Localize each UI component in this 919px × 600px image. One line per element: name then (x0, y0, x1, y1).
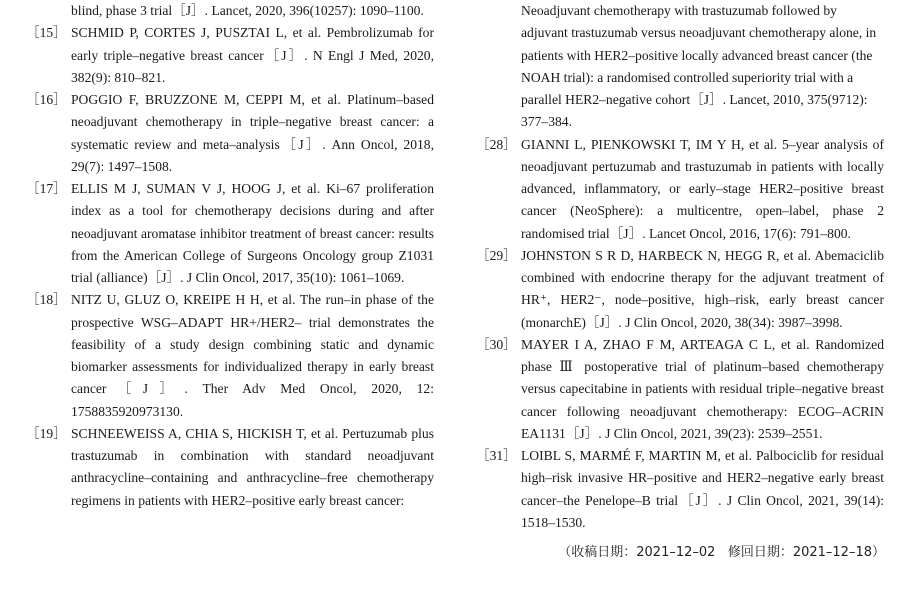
reference-number: ［18］ (26, 292, 67, 308)
reference-15 (26, 22, 434, 89)
reference-number: ［31］ (476, 448, 517, 463)
reference-text: SCHNEEWEISS A, CHIA S, HICKISH T, et al. Pertuzumab plus trastuzumab in combination with standard neoadjuvant anthracycline–containing and anthracycline–free chemotherapy regimens in patients with HER2–positive early breast cancer: (71, 425, 434, 508)
reference-text: JOHNSTON S R D, HARBECK N, HEGG R, et al. Abemaciclib combined with endocrine therapy for the adjuvant treatment of HR⁺, HER2⁻, node–positive, high–risk, early breast cancer (monarchE)［J］. J Clin Oncol, 2020, 38(34): 3987–3998. (521, 247, 884, 330)
reference-number: ［15］ (26, 25, 67, 41)
reference-text: POGGIO F, BRUZZONE M, CEPPI M, et al. Platinum–based neoadjuvant chemotherapy in triple–negative breast cancer: a systematic review and meta–analysis［J］. Ann Oncol, 2018, 29(7): 1497–1508. (71, 92, 434, 174)
reference-29 (476, 245, 884, 334)
reference-18 (26, 289, 434, 423)
reference-text: SCHMID P, CORTES J, PUSZTAI L, et al. Pembrolizumab for early triple–negative breast cancer［J］. N Engl J Med, 2020, 382(9): 810–821. (71, 25, 434, 85)
reference-continuation: blind, phase 3 trial［J］. Lancet, 2020, 396(10257): 1090–1100. (71, 3, 424, 18)
reference-text: ELLIS M J, SUMAN V J, HOOG J, et al. Ki–67 proliferation index as a tool for chemotherapy decisions during and after neoadjuvant aromatase inhibitor treatment of breast cancer: results from the American College of Surgeons Oncology group Z1031 trial (alliance)［J］. J Clin Oncol, 2017, 35(10): 1061–1069. (71, 181, 434, 285)
reference-continuation: Neoadjuvant chemotherapy with trastuzumab followed by adjuvant trastuzumab versus neoadjuvant chemotherapy alone, in patients with HER2–positive locally advanced breast cancer (the NOAH trial): a randomised controlled superiority trial with a parallel HER2–negative cohort［J］. Lancet, 2010, 375(9712): 377–384. (521, 3, 877, 130)
reference-19 (26, 423, 434, 512)
reference-text: LOIBL S, MARMÉ F, MARTIN M, et al. Palbociclib for residual high–risk invasive HR–positive and HER2–negative early breast cancer–the Penelope–B trial［J］. J Clin Oncol, 2021, 39(14): 1518–1530. (521, 448, 884, 530)
reference-number: ［19］ (26, 425, 67, 441)
right-column (476, 0, 884, 534)
reference-31 (476, 445, 884, 534)
reference-number: ［28］ (476, 136, 517, 152)
reference-text: NITZ U, GLUZ O, KREIPE H H, et al. The run–in phase of the prospective WSG–ADAPT HR+/HER2– trial demonstrates the feasibility of a study design combining static and dynamic biomarker assessments for individualized therapy in early breast cancer［J］. Ther Adv Med Oncol, 2020, 12: 1758835920973130. (71, 292, 434, 419)
reference-number: ［29］ (476, 247, 517, 263)
reference-number: ［17］ (26, 181, 67, 196)
reference-28 (476, 134, 884, 245)
left-column (26, 0, 434, 512)
reference-30 (476, 334, 884, 445)
reference-17 (26, 178, 434, 289)
reference-number: ［16］ (26, 92, 67, 107)
reference-text: GIANNI L, PIENKOWSKI T, IM Y H, et al. 5–year analysis of neoadjuvant pertuzumab and trastuzumab in patients with locally advanced, inflammatory, or early–stage HER2–positive breast cancer (NeoSphere): a multicentre, open–label, phase 2 randomised trial［J］. Lancet Oncol, 2016, 17(6): 791–800. (521, 136, 884, 241)
reference-text: MAYER I A, ZHAO F M, ARTEAGA C L, et al. Randomized phase Ⅲ postoperative trial of platinum–based chemotherapy versus capecitabine in patients with residual triple–negative breast cancer following neoadjuvant chemotherapy: ECOG–ACRIN EA1131［J］. J Clin Oncol, 2021, 39(23): 2539–2551. (521, 336, 884, 441)
reference-16 (26, 89, 434, 178)
received-revised-dates: （收稿日期：2021–12–02 修回日期：2021–12–18） (558, 545, 885, 560)
reference-number: ［30］ (476, 336, 517, 352)
